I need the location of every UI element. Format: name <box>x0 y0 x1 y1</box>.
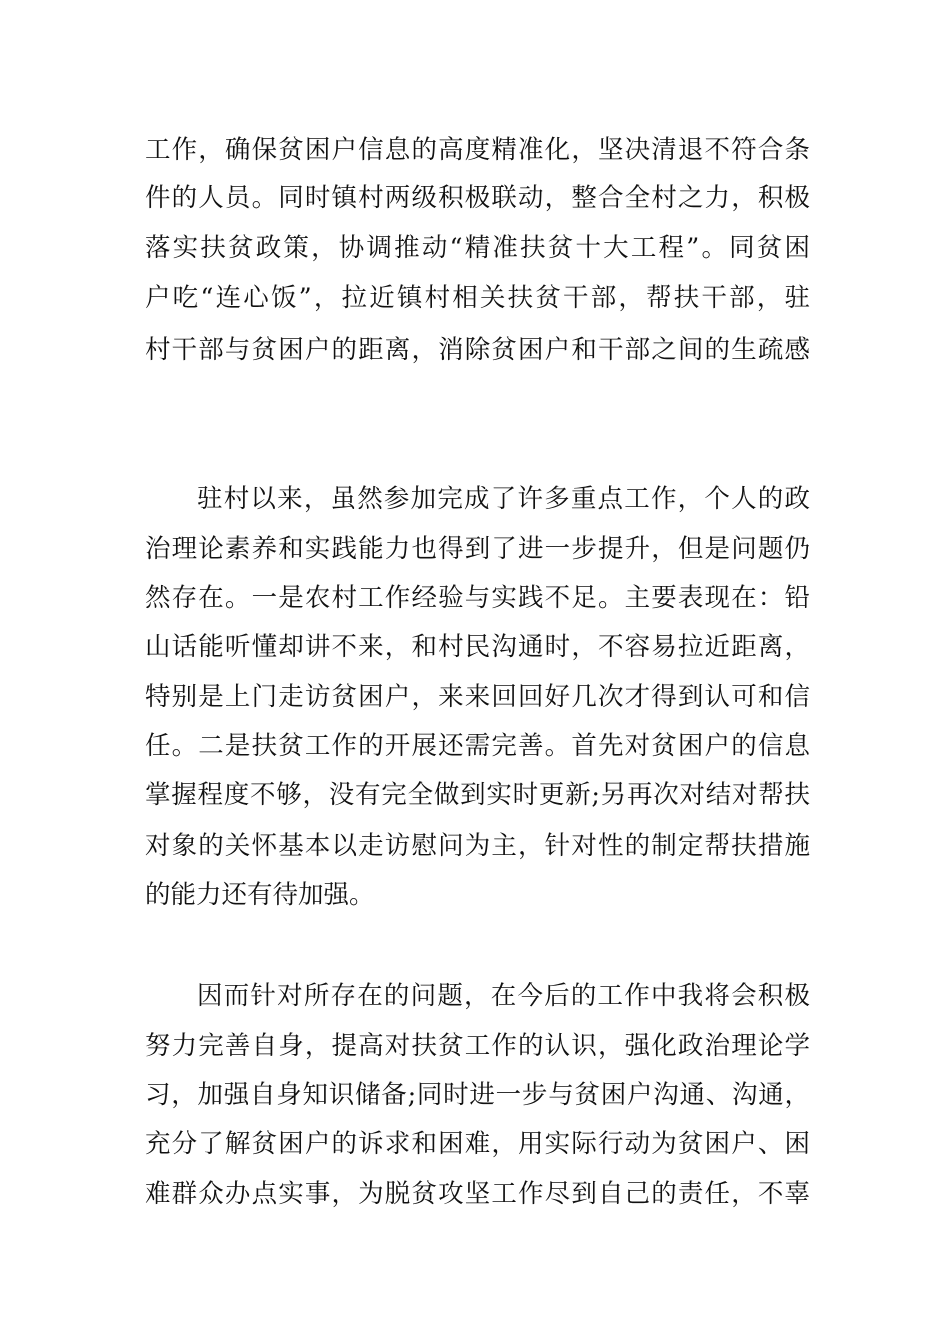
paragraph-2-line-9: 的能力还有待加强。 <box>145 880 375 910</box>
paragraph-1-line-2: 件的人员。同时镇村两级积极联动，整合全村之力，积极 <box>145 183 810 213</box>
paragraph-3-line-5: 难群众办点实事，为脱贫攻坚工作尽到自己的责任，不辜 <box>145 1179 810 1209</box>
paragraph-3-line-3: 习，加强自身知识储备;同时进一步与贫困户沟通、沟通， <box>145 1080 810 1110</box>
paragraph-3-line-2: 努力完善自身，提高对扶贫工作的认识，强化政治理论学 <box>145 1031 810 1061</box>
paragraph-1-line-5: 村干部与贫困户的距离，消除贫困户和干部之间的生疏感 <box>145 335 810 365</box>
paragraph-2-line-2: 治理论素养和实践能力也得到了进一步提升，但是问题仍 <box>145 534 810 564</box>
paragraph-3-line-4: 充分了解贫困户的诉求和困难，用实际行动为贫困户、困 <box>145 1129 810 1159</box>
paragraph-2-line-6: 任。二是扶贫工作的开展还需完善。首先对贫困户的信息 <box>145 731 810 761</box>
paragraph-2-line-7: 掌握程度不够，没有完全做到实时更新;另再次对结对帮扶 <box>145 780 810 810</box>
paragraph-2-line-5: 特别是上门走访贫困户，来来回回好几次才得到认可和信 <box>145 682 810 712</box>
paragraph-2-line-8: 对象的关怀基本以走访慰问为主，针对性的制定帮扶措施 <box>145 831 810 861</box>
paragraph-2-line-1: 驻村以来，虽然参加完成了许多重点工作，个人的政 <box>197 484 810 514</box>
paragraph-1-line-3: 落实扶贫政策，协调推动“精准扶贫十大工程”。同贫困 <box>145 233 810 263</box>
paragraph-3-line-1: 因而针对所存在的问题，在今后的工作中我将会积极 <box>197 981 810 1011</box>
paragraph-2-line-3: 然存在。一是农村工作经验与实践不足。主要表现在：铅 <box>145 583 810 613</box>
paragraph-2-line-4: 山话能听懂却讲不来，和村民沟通时，不容易拉近距离， <box>145 632 810 662</box>
paragraph-1-line-4: 户吃“连心饭”，拉近镇村相关扶贫干部，帮扶干部，驻 <box>145 283 810 313</box>
paragraph-1-line-1: 工作，确保贫困户信息的高度精准化，坚决清退不符合条 <box>145 135 810 165</box>
